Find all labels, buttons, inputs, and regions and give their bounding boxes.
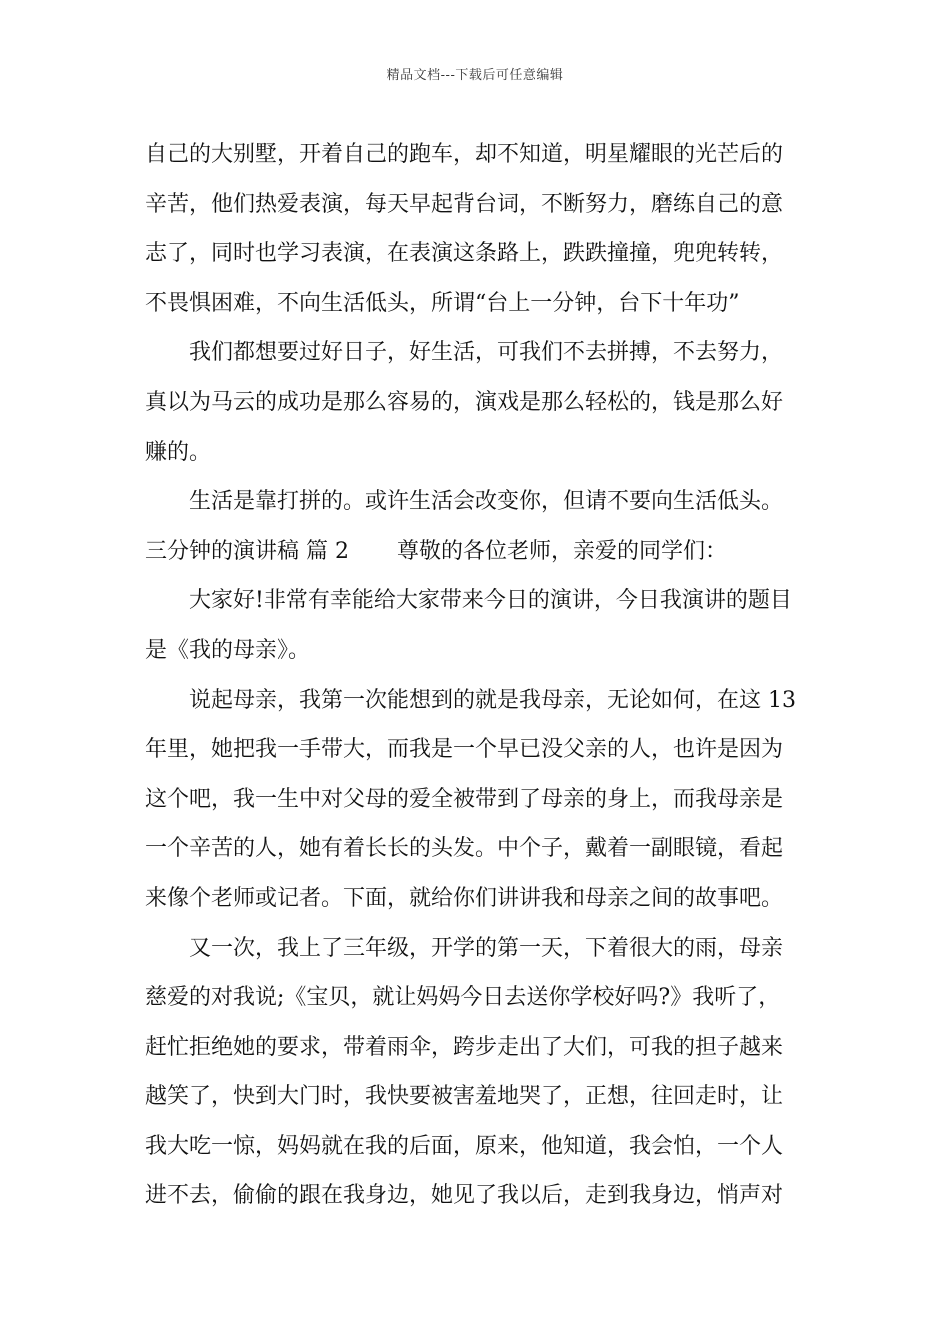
section-title: 三分钟的演讲稿 篇 2 (145, 538, 349, 564)
text-line: 赶忙拒绝她的要求，带着雨伞，跨步走出了大们，可我的担子越来 (145, 1034, 784, 1060)
text-line: 进不去，偷偷的跟在我身边，她见了我以后，走到我身边，悄声对 (145, 1183, 784, 1209)
text-line: 志了，同时也学习表演，在表演这条路上，跌跌撞撞，兜兜转转， (145, 241, 784, 267)
text-line: 不畏惧困难，不向生活低头，所谓“台上一分钟，台下十年功” (145, 290, 740, 316)
text-line: 赚的。 (145, 439, 212, 465)
text-line: 年里，她把我一手带大，而我是一个早已没父亲的人，也许是因为 (145, 737, 784, 763)
text-line: 辛苦，他们热爱表演，每天早起背台词，不断努力，磨练自己的意 (145, 191, 784, 217)
text-line: 这个吧，我一生中对父母的爱全被带到了母亲的身上，而我母亲是 (145, 786, 784, 812)
text-line: 慈爱的对我说;《宝贝，就让妈妈今日去送你学校好吗?》我听了， (145, 985, 781, 1011)
text-line: 我大吃一惊，妈妈就在我的后面，原来，他知道，我会怕，一个人 (145, 1133, 784, 1159)
section-title-line (145, 527, 810, 577)
text-line: 真以为马云的成功是那么容易的，演戏是那么轻松的，钱是那么好 (145, 389, 784, 415)
page-header: 精品文档---下载后可任意编辑 (386, 68, 564, 83)
text-line: 自己的大别墅，开着自己的跑车，却不知道，明星耀眼的光芒后的 (145, 142, 784, 167)
text-line: 是《我的母亲》。 (145, 637, 311, 663)
text-line: 一个辛苦的人，她有着长长的头发。中个子，戴着一副眼镜，看起 (145, 836, 784, 862)
paragraph-start-line: 说起母亲，我第一次能想到的就是我母亲，无论如何，在这 13 (189, 687, 796, 713)
paragraph-start-line: 生活是靠打拼的。或许生活会改变你，但请不要向生活低头。 (189, 489, 784, 515)
document-body (145, 130, 810, 1221)
text-line: 越笑了，快到大门时，我快要被害羞地哭了，正想，往回走时，让 (145, 1084, 784, 1110)
paragraph-start-line: 大家好!非常有幸能给大家带来今日的演讲，今日我演讲的题目 (189, 588, 792, 614)
paragraph-start-line: 又一次，我上了三年级，开学的第一天，下着很大的雨，母亲 (189, 935, 784, 961)
text-line: 来像个老师或记者。下面，就给你们讲讲我和母亲之间的故事吧。 (145, 885, 784, 911)
salutation: 尊敬的各位老师，亲爱的同学们： (396, 538, 727, 564)
paragraph-start-line: 我们都想要过好日子，好生活，可我们不去拼搏，不去努力， (189, 340, 784, 366)
